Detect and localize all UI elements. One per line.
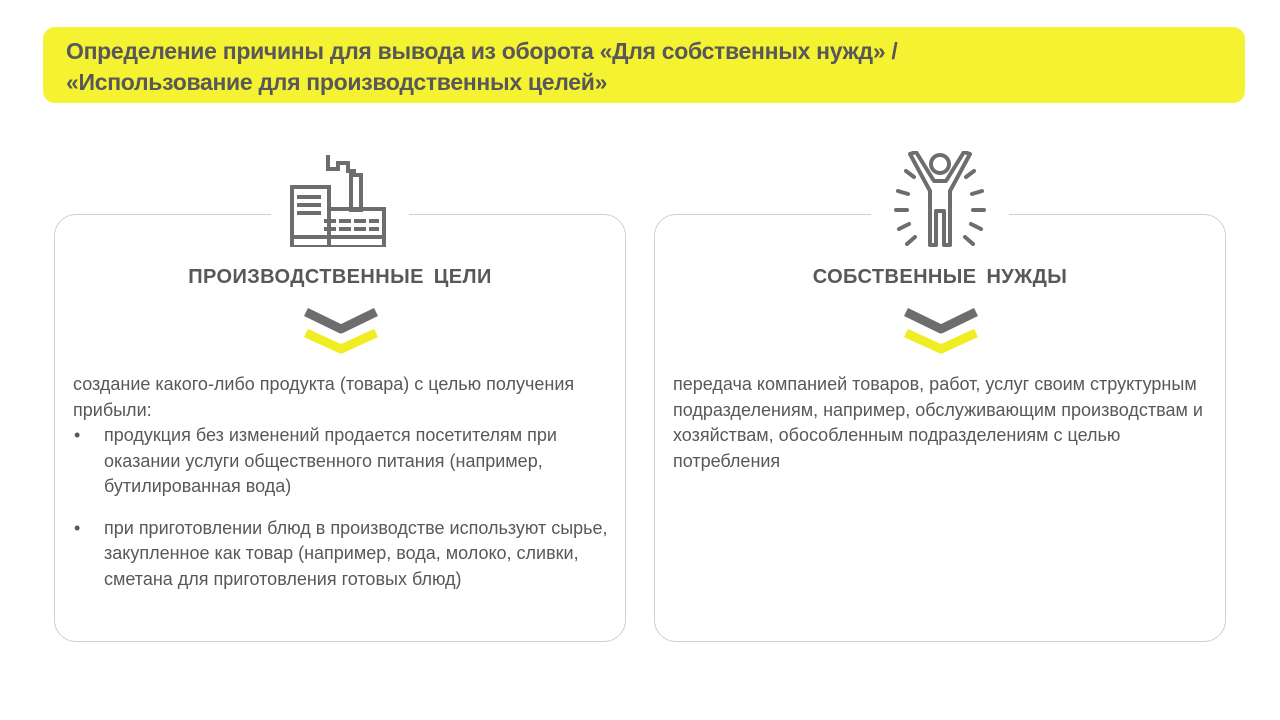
bullet-item: • при приготовлении блюд в производстве используют сырье, закупленное как товар (например, вода, молоко, сливки, сметана для приготовления готовых блюд) <box>73 516 613 593</box>
title-banner <box>43 27 1245 103</box>
factory-icon <box>290 151 390 247</box>
card-heading: ПРОИЗВОДСТВЕННЫЕ ЦЕЛИ <box>188 266 492 288</box>
card-icon-backdrop <box>271 151 409 251</box>
slide-title-line-1: Определение причины для вывода из оборота «Для собственных нужд» / <box>66 38 898 64</box>
double-chevron-down-icon <box>303 308 379 358</box>
card-icon-backdrop <box>871 151 1009 251</box>
card-production-purposes <box>54 214 626 642</box>
bullet-item: • продукция без изменений продается посетителям при оказании услуги общественного питания (например, бутилированная вода) <box>73 423 613 500</box>
card-body <box>73 372 613 608</box>
slide-title <box>66 36 1245 98</box>
card-heading: СОБСТВЕННЫЕ НУЖДЫ <box>812 266 1068 288</box>
card-intro-text: создание какого-либо продукта (товара) с целью получения прибыли: <box>73 374 575 420</box>
bullet-list <box>73 423 613 592</box>
double-chevron-down-icon <box>903 308 979 358</box>
card-own-needs <box>654 214 1226 642</box>
person-arms-raised-icon <box>890 151 990 247</box>
slide-title-line-2: «Использование для производственных целей» <box>66 69 608 95</box>
card-intro-text: передача компанией товаров, работ, услуг своим структурным подразделениям, например, обслуживающим производствам и хозяйствам, обособленным подразделениям с целью потребления <box>673 374 1203 471</box>
card-body <box>673 372 1213 474</box>
